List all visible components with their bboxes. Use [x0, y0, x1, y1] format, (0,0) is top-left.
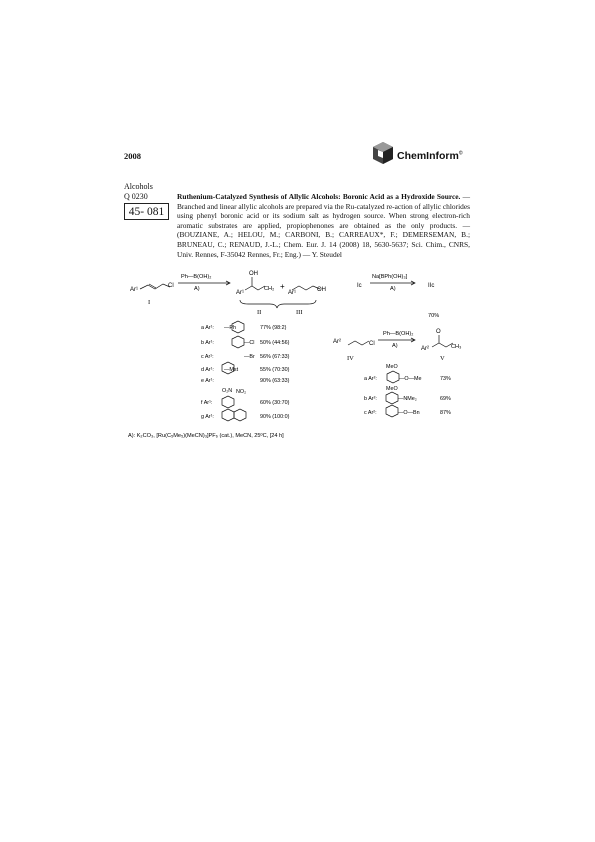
entry-r-result-a: 73%	[440, 376, 451, 382]
product-label-V: V	[440, 355, 445, 362]
entry-r-b-sub-0: —NMe₂	[398, 396, 417, 402]
product-brace	[240, 300, 316, 308]
entry-label-g: g Ar¹:	[201, 414, 214, 420]
entry-r-c-sub-0: —O—Bn	[398, 410, 420, 416]
chain-II	[245, 286, 265, 290]
entry-label-a: a Ar¹:	[201, 325, 214, 331]
abstract-number-box: 45- 081	[124, 203, 169, 220]
condition-right-bottom: A)	[392, 343, 398, 349]
product-label-III: III	[296, 309, 303, 316]
entry-label-f: f Ar¹:	[201, 400, 213, 406]
entry-sub-d: —Mst	[224, 367, 239, 373]
entry-label-d: d Ar¹:	[201, 367, 214, 373]
entry-r-label-b: b Ar²:	[364, 396, 377, 402]
entry-r-a-sub-2: MeO	[386, 386, 398, 392]
product-label-II: II	[257, 309, 262, 316]
entry-result-e: 90% (63:33)	[260, 378, 290, 384]
o-label-V: O	[436, 329, 441, 335]
cl-label-IV: Cl	[369, 341, 375, 347]
entry-label-e: e Ar¹:	[201, 378, 214, 384]
entries-left	[201, 325, 290, 420]
chain-III	[292, 286, 320, 290]
entry-result-f: 60% (30:70)	[260, 400, 290, 406]
plus-sign: +	[280, 282, 285, 291]
product-IIc: IIc	[428, 283, 435, 289]
entry-sub-b: —Cl	[244, 340, 255, 346]
category-label: Alcohols	[124, 182, 153, 191]
entry-result-g: 90% (100:0)	[260, 414, 290, 420]
entry-sub-c: —Br	[244, 354, 255, 360]
reactant-label-I: I	[148, 299, 151, 306]
entry-r-label-a: a Ar²:	[364, 376, 377, 382]
entry-r-a-sub-1: —O—Me	[399, 376, 422, 382]
entry-result-d: 55% (70:30)	[260, 367, 290, 373]
entry-r-result-b: 69%	[440, 396, 451, 402]
entry-sub-e: O₂N	[222, 388, 233, 394]
ch2-label-II: CH₂	[264, 286, 275, 292]
entry-result-b: 50% (44:56)	[260, 340, 290, 346]
yield-IIc: 70%	[428, 313, 440, 319]
oh-label-II: OH	[249, 271, 258, 277]
entry-result-a: 77% (98:2)	[260, 325, 287, 331]
year-label: 2008	[124, 151, 141, 161]
logo-copyright: ©	[458, 150, 463, 157]
ar1-label-II: Ar¹	[236, 290, 244, 296]
entry-label-c: c Ar¹:	[201, 354, 214, 360]
reagent-right-bottom: Ph—B(OH)₂	[383, 331, 414, 337]
abstract-body: — Branched and linear allylic alcohols are prepared via the Ru-catalyzed re-action of allylic chlorides using phenyl boronic acid or its sodium salt as hydrogen source. When strong electron-rich aromatic substrates are applied, propiophenones are obtained as the only products. — (BOUZIANE, A.; HELOU, M.; CARBONI, B.; CARREAUX*, F.; DEMERSEMAN, B.; BRUNEAU, C.; RENAUD, J.-L.; Chem. Eur. J. 14 (2008) 18, 5630-5637; Sci. Chim., CNRS, Univ. Rennes, F-35042 Rennes, Fr.; Eng.) — Y. Steudel	[177, 192, 470, 259]
chain-V	[432, 343, 453, 347]
abstract-title: Ruthenium-Catalyzed Synthesis of Allylic Alcohols: Boronic Acid as a Hydroxide Source.	[177, 192, 461, 201]
condition-right-top: A)	[390, 286, 396, 292]
entry-r-result-c: 87%	[440, 410, 451, 416]
allyl-chain-I	[140, 284, 170, 289]
reactant-label-IV: IV	[347, 355, 354, 362]
ar1-label-I: Ar¹	[130, 287, 138, 293]
entry-sub-f: NO₂	[236, 389, 247, 395]
entry-result-c: 56% (67:33)	[260, 354, 290, 360]
oh-label-III: OH	[317, 287, 326, 293]
ar2-label-IV: Ar²	[333, 339, 341, 345]
ar2-label-V: Ar²	[421, 346, 429, 352]
ar1-label-III: Ar¹	[288, 290, 296, 296]
start-Ic: Ic	[357, 283, 362, 289]
logo-text: ChemInform	[397, 150, 459, 162]
entry-sub-a: —Ph	[224, 325, 236, 331]
entry-r-a-sub-0: MeO	[386, 364, 398, 370]
entry-r-label-c: c Ar²:	[364, 410, 377, 416]
reagent-right-top: Na[BPh(OH)₃]	[372, 274, 408, 280]
scheme-footnote: A): K₂CO₃, [Ru(C₅Me₅)(MeCN)₃]PF₆ (cat.), MeCN, 25ºC, [24 h]	[128, 433, 284, 439]
cl-label-I: Cl	[168, 283, 174, 289]
chain-IV	[348, 341, 369, 345]
reagent-left: Ph—B(OH)₂	[181, 274, 212, 280]
entry-label-b: b Ar¹:	[201, 340, 214, 346]
entries-right	[364, 364, 451, 416]
ch3-label-V: CH₃	[451, 344, 462, 350]
condition-left: A)	[194, 286, 200, 292]
q-code: Q 0230	[124, 192, 148, 201]
